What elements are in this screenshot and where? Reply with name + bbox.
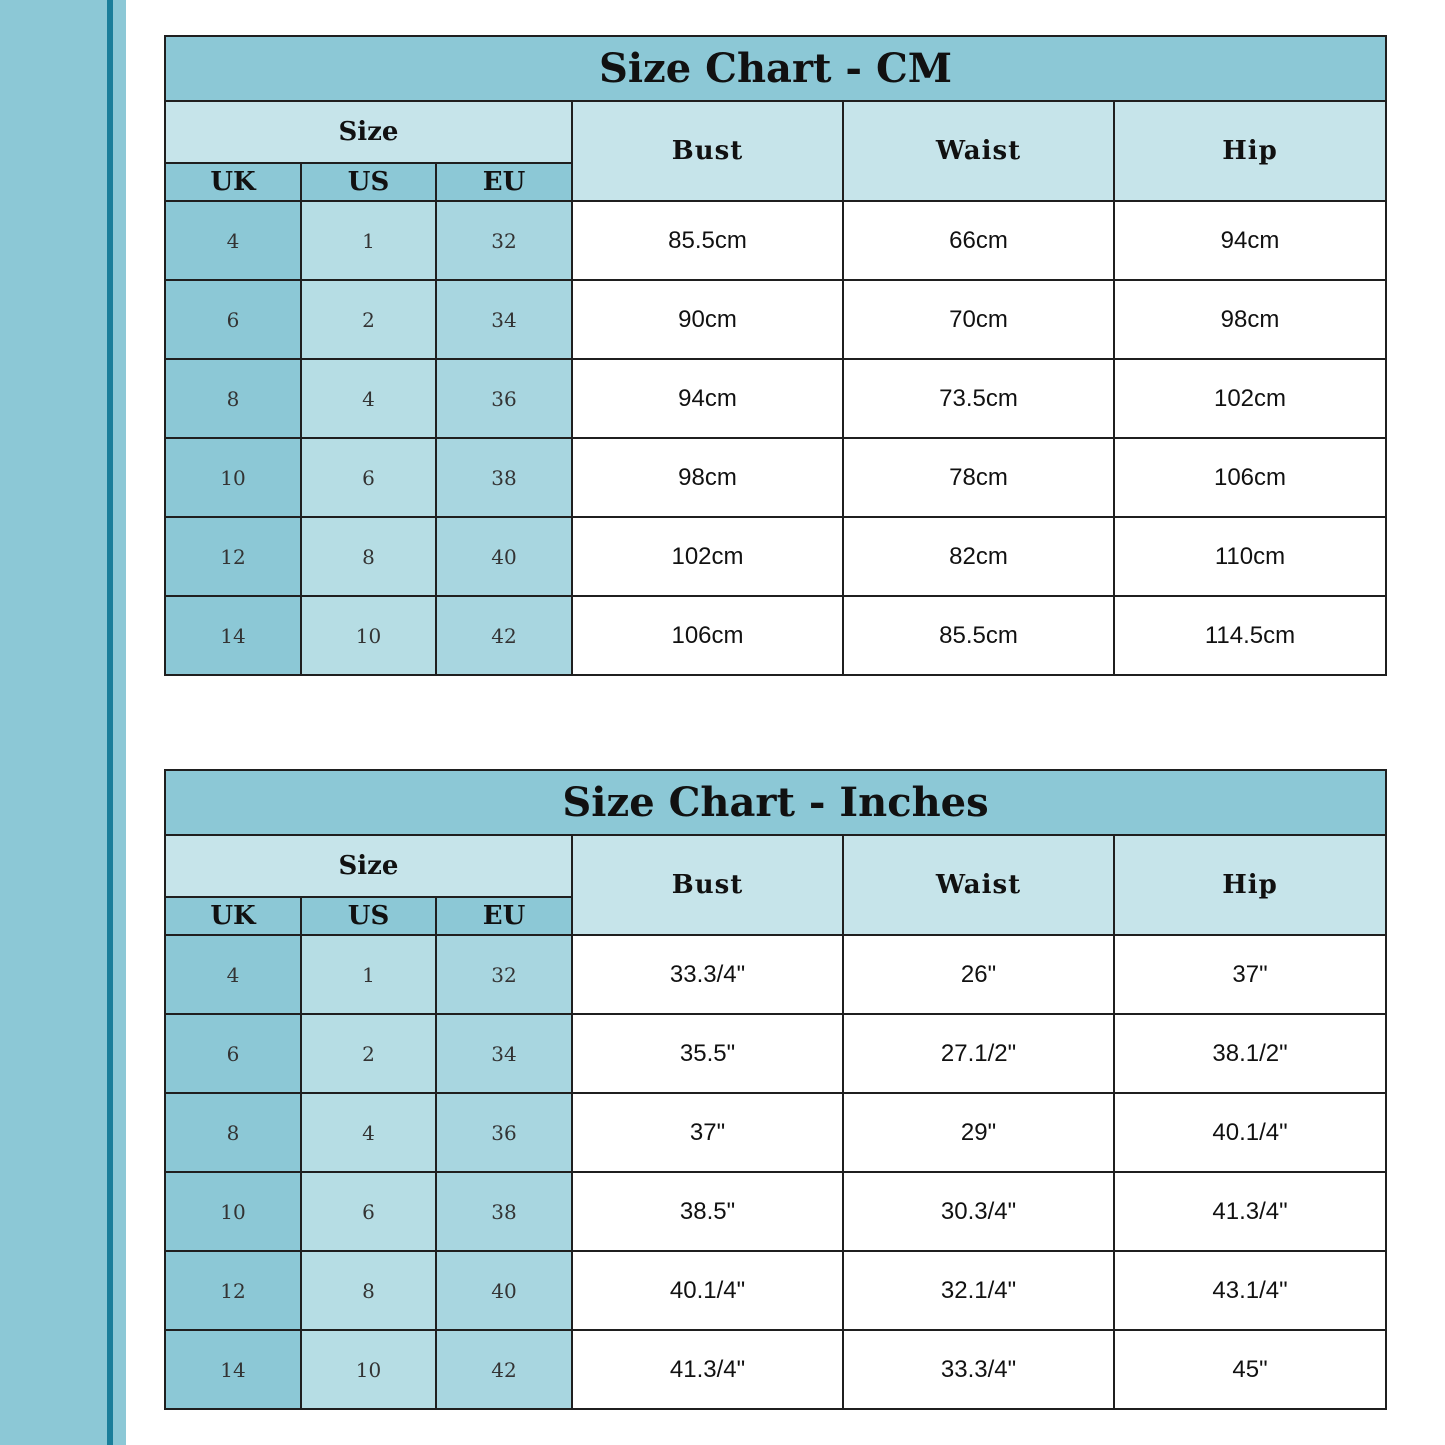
hip-value-cell: 45" <box>1114 1330 1386 1409</box>
uk-size-cell: 10 <box>165 438 301 517</box>
table-title: Size Chart - CM <box>165 36 1386 101</box>
us-size-cell: 4 <box>301 359 436 438</box>
table-row <box>165 359 1386 438</box>
eu-column-header: EU <box>436 163 572 201</box>
uk-column-header: UK <box>165 163 301 201</box>
us-size-cell: 2 <box>301 280 436 359</box>
bust-value-cell: 38.5" <box>572 1172 843 1251</box>
table-row <box>165 517 1386 596</box>
size-group-header: Size <box>165 101 572 163</box>
eu-size-cell: 34 <box>436 1014 572 1093</box>
eu-size-cell: 40 <box>436 1251 572 1330</box>
uk-size-cell: 8 <box>165 1093 301 1172</box>
us-column-header: US <box>301 163 436 201</box>
table-row <box>165 1014 1386 1093</box>
eu-size-cell: 36 <box>436 359 572 438</box>
bust-value-cell: 35.5" <box>572 1014 843 1093</box>
waist-value-cell: 33.3/4" <box>843 1330 1114 1409</box>
uk-size-cell: 14 <box>165 1330 301 1409</box>
eu-size-cell: 42 <box>436 596 572 675</box>
us-size-cell: 10 <box>301 1330 436 1409</box>
bust-value-cell: 33.3/4" <box>572 935 843 1014</box>
waist-value-cell: 82cm <box>843 517 1114 596</box>
eu-size-cell: 34 <box>436 280 572 359</box>
uk-size-cell: 8 <box>165 359 301 438</box>
us-size-cell: 2 <box>301 1014 436 1093</box>
uk-size-cell: 10 <box>165 1172 301 1251</box>
table-row <box>165 1093 1386 1172</box>
table-row <box>165 1172 1386 1251</box>
eu-size-cell: 40 <box>436 517 572 596</box>
hip-value-cell: 114.5cm <box>1114 596 1386 675</box>
eu-size-cell: 42 <box>436 1330 572 1409</box>
table-row <box>165 201 1386 280</box>
table-row <box>165 280 1386 359</box>
bust-value-cell: 37" <box>572 1093 843 1172</box>
table-row <box>165 935 1386 1014</box>
table-row <box>165 596 1386 675</box>
size-chart-cm-table <box>164 35 1387 676</box>
waist-column-header: Waist <box>843 101 1114 201</box>
bust-value-cell: 98cm <box>572 438 843 517</box>
eu-column-header: EU <box>436 897 572 935</box>
hip-value-cell: 110cm <box>1114 517 1386 596</box>
us-size-cell: 8 <box>301 517 436 596</box>
bust-value-cell: 41.3/4" <box>572 1330 843 1409</box>
hip-value-cell: 38.1/2" <box>1114 1014 1386 1093</box>
waist-value-cell: 73.5cm <box>843 359 1114 438</box>
hip-value-cell: 37" <box>1114 935 1386 1014</box>
uk-size-cell: 14 <box>165 596 301 675</box>
waist-value-cell: 78cm <box>843 438 1114 517</box>
hip-value-cell: 43.1/4" <box>1114 1251 1386 1330</box>
hip-value-cell: 94cm <box>1114 201 1386 280</box>
waist-value-cell: 70cm <box>843 280 1114 359</box>
uk-size-cell: 4 <box>165 201 301 280</box>
bust-value-cell: 85.5cm <box>572 201 843 280</box>
bust-value-cell: 90cm <box>572 280 843 359</box>
us-size-cell: 1 <box>301 201 436 280</box>
eu-size-cell: 32 <box>436 935 572 1014</box>
hip-value-cell: 98cm <box>1114 280 1386 359</box>
us-size-cell: 8 <box>301 1251 436 1330</box>
us-column-header: US <box>301 897 436 935</box>
eu-size-cell: 32 <box>436 201 572 280</box>
waist-column-header: Waist <box>843 835 1114 935</box>
us-size-cell: 4 <box>301 1093 436 1172</box>
eu-size-cell: 38 <box>436 438 572 517</box>
us-size-cell: 10 <box>301 596 436 675</box>
hip-value-cell: 41.3/4" <box>1114 1172 1386 1251</box>
waist-value-cell: 27.1/2" <box>843 1014 1114 1093</box>
eu-size-cell: 38 <box>436 1172 572 1251</box>
bust-value-cell: 40.1/4" <box>572 1251 843 1330</box>
bust-value-cell: 102cm <box>572 517 843 596</box>
uk-size-cell: 12 <box>165 1251 301 1330</box>
hip-column-header: Hip <box>1114 835 1386 935</box>
waist-value-cell: 32.1/4" <box>843 1251 1114 1330</box>
uk-column-header: UK <box>165 897 301 935</box>
hip-value-cell: 102cm <box>1114 359 1386 438</box>
waist-value-cell: 30.3/4" <box>843 1172 1114 1251</box>
size-group-header: Size <box>165 835 572 897</box>
table-row <box>165 1251 1386 1330</box>
table-title: Size Chart - Inches <box>165 770 1386 835</box>
hip-column-header: Hip <box>1114 101 1386 201</box>
hip-value-cell: 40.1/4" <box>1114 1093 1386 1172</box>
waist-value-cell: 29" <box>843 1093 1114 1172</box>
us-size-cell: 6 <box>301 1172 436 1251</box>
bust-column-header: Bust <box>572 835 843 935</box>
bust-column-header: Bust <box>572 101 843 201</box>
us-size-cell: 1 <box>301 935 436 1014</box>
waist-value-cell: 26" <box>843 935 1114 1014</box>
table-row <box>165 438 1386 517</box>
bust-value-cell: 94cm <box>572 359 843 438</box>
eu-size-cell: 36 <box>436 1093 572 1172</box>
uk-size-cell: 6 <box>165 280 301 359</box>
table-row <box>165 1330 1386 1409</box>
uk-size-cell: 12 <box>165 517 301 596</box>
us-size-cell: 6 <box>301 438 436 517</box>
left-accent-line <box>107 0 113 1445</box>
bust-value-cell: 106cm <box>572 596 843 675</box>
waist-value-cell: 66cm <box>843 201 1114 280</box>
size-chart-inches-table <box>164 769 1387 1410</box>
uk-size-cell: 6 <box>165 1014 301 1093</box>
waist-value-cell: 85.5cm <box>843 596 1114 675</box>
hip-value-cell: 106cm <box>1114 438 1386 517</box>
uk-size-cell: 4 <box>165 935 301 1014</box>
